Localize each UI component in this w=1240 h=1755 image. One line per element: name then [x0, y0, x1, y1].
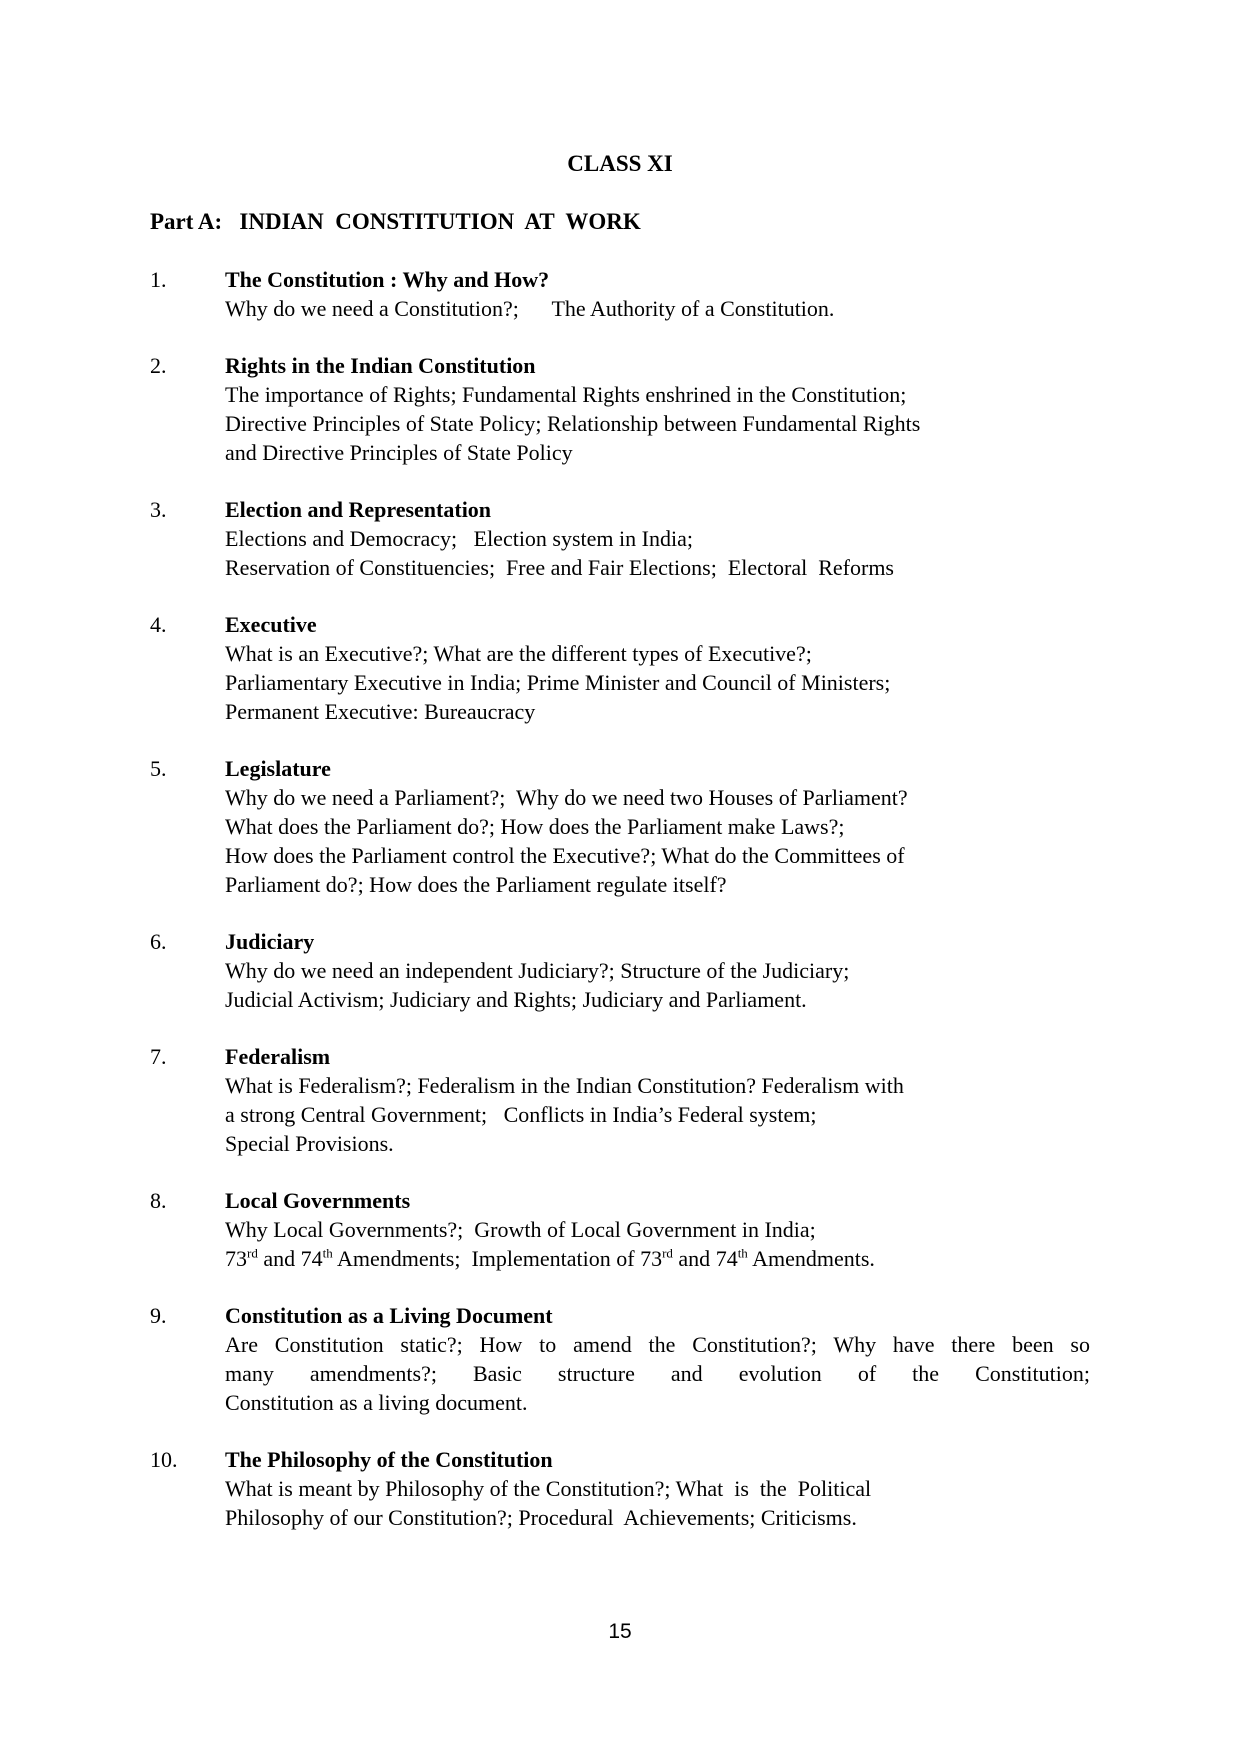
unit-title: Election and Representation [225, 497, 492, 522]
unit-title: Local Governments [225, 1188, 411, 1213]
unit-topic-line: Permanent Executive: Bureaucracy [225, 699, 536, 724]
unit-topic-line: many amendments?; Basic structure and evolution of the Constitution; [225, 1361, 1090, 1386]
amendment-text: Amendments. [747, 1246, 875, 1271]
unit-topic-line: Why Local Governments?; Growth of Local Government in India; [225, 1217, 816, 1242]
unit-body [225, 495, 1090, 582]
unit-item [150, 1186, 1090, 1273]
unit-topic-line: Why do we need a Parliament?; Why do we need two Houses of Parliament? [225, 785, 908, 810]
amendment-number: 74 [715, 1246, 738, 1271]
page-number: 15 [608, 1620, 632, 1643]
unit-topic-line: Elections and Democracy; Election system in India; [225, 526, 693, 551]
unit-number: 9. [150, 1303, 167, 1328]
unit-item [150, 1042, 1090, 1158]
unit-body [225, 754, 1090, 899]
amendment-number: 73 [225, 1246, 247, 1271]
unit-number: 3. [150, 497, 167, 522]
unit-topic-line: Are Constitution static?; How to amend the Constitution?; Why have there been so [225, 1332, 1090, 1357]
ordinal-suffix: th [737, 1245, 748, 1261]
ordinal-suffix: rd [662, 1245, 673, 1261]
amendment-text: Amendments; Implementation of [332, 1246, 641, 1271]
unit-body [225, 265, 1090, 323]
unit-list [150, 265, 1090, 1560]
unit-title: Legislature [225, 756, 331, 781]
unit-body [225, 351, 1090, 467]
unit-number: 2. [150, 353, 167, 378]
unit-topic-line: What is meant by Philosophy of the Constitution?; What is the Political [225, 1476, 872, 1501]
unit-body [225, 610, 1090, 726]
unit-topic-line: How does the Parliament control the Executive?; What do the Committees of [225, 843, 905, 868]
unit-topic-line: What does the Parliament do?; How does the Parliament make Laws?; [225, 814, 845, 839]
unit-topic-line: a strong Central Government; Conflicts in India’s Federal system; [225, 1102, 817, 1127]
unit-body [225, 1301, 1090, 1417]
unit-topic-line: Parliamentary Executive in India; Prime Minister and Council of Ministers; [225, 670, 891, 695]
page-title [0, 150, 1240, 178]
unit-title: Executive [225, 612, 317, 637]
amendment-text: and [672, 1246, 716, 1271]
unit-item [150, 351, 1090, 467]
part-heading: Part A: INDIAN CONSTITUTION AT WORK [150, 209, 641, 234]
unit-item [150, 610, 1090, 726]
unit-item [150, 1445, 1090, 1532]
amendment-number: 74 [300, 1246, 323, 1271]
unit-item [150, 754, 1090, 899]
unit-body [225, 1445, 1090, 1532]
unit-body [225, 1186, 1090, 1273]
unit-topic-line: Special Provisions. [225, 1131, 394, 1156]
amendments-line [225, 1244, 1090, 1273]
unit-title: Rights in the Indian Constitution [225, 353, 536, 378]
unit-topic-line: Why do we need an independent Judiciary?; Structure of the Judiciary; [225, 958, 850, 983]
unit-topic-line: and Directive Principles of State Policy [225, 440, 573, 465]
unit-topic-line: Judicial Activism; Judiciary and Rights; Judiciary and Parliament. [225, 987, 807, 1012]
unit-topic-line: What is Federalism?; Federalism in the Indian Constitution? Federalism with [225, 1073, 904, 1098]
unit-number: 1. [150, 267, 167, 292]
unit-number: 8. [150, 1188, 167, 1213]
unit-number: 5. [150, 756, 167, 781]
unit-number: 10. [150, 1447, 178, 1472]
unit-item [150, 265, 1090, 323]
unit-body [225, 1042, 1090, 1158]
amendment-number: 73 [640, 1246, 663, 1271]
unit-topic-line: Reservation of Constituencies; Free and Fair Elections; Electoral Reforms [225, 555, 894, 580]
ordinal-suffix: th [322, 1245, 333, 1261]
unit-topic-line: The importance of Rights; Fundamental Rights enshrined in the Constitution; [225, 382, 907, 407]
unit-topic-line: Directive Principles of State Policy; Relationship between Fundamental Rights [225, 411, 921, 436]
unit-title: Constitution as a Living Document [225, 1303, 553, 1328]
page-title-text: CLASS XI [567, 151, 673, 176]
unit-item [150, 1301, 1090, 1417]
unit-topic-line: Constitution as a living document. [225, 1390, 528, 1415]
unit-title: Federalism [225, 1044, 331, 1069]
unit-number: 4. [150, 612, 167, 637]
unit-topic-line: Philosophy of our Constitution?; Procedural Achievements; Criticisms. [225, 1505, 857, 1530]
unit-body [225, 927, 1090, 1014]
unit-title: The Constitution : Why and How? [225, 267, 550, 292]
unit-title: The Philosophy of the Constitution [225, 1447, 553, 1472]
unit-topic-line: What is an Executive?; What are the different types of Executive?; [225, 641, 812, 666]
amendment-text: and [257, 1246, 301, 1271]
unit-item [150, 927, 1090, 1014]
unit-item [150, 495, 1090, 582]
unit-topic-line: Why do we need a Constitution?; The Authority of a Constitution. [225, 296, 835, 321]
ordinal-suffix: rd [247, 1245, 258, 1261]
unit-number: 6. [150, 929, 167, 954]
unit-topic-line: Parliament do?; How does the Parliament regulate itself? [225, 872, 727, 897]
unit-title: Judiciary [225, 929, 315, 954]
unit-number: 7. [150, 1044, 167, 1069]
